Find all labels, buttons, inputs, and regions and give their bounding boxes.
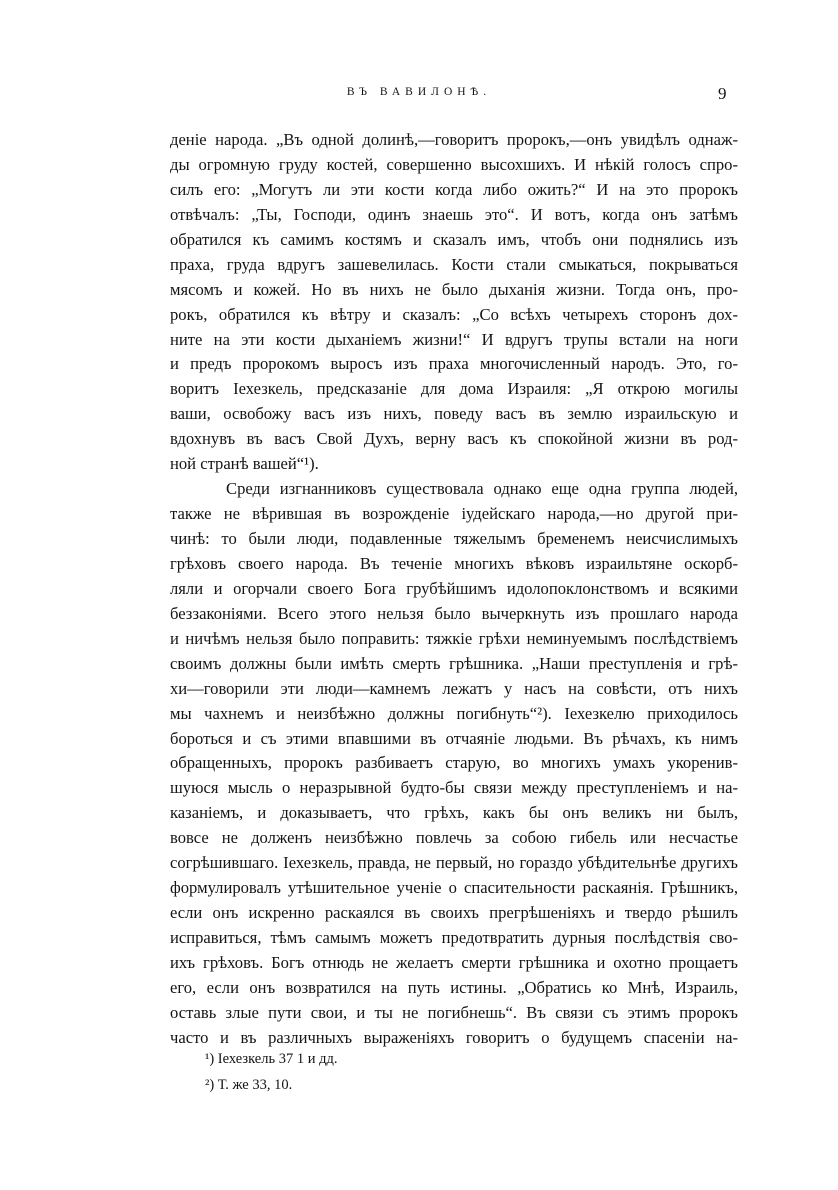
text-line: своимъ должны были имѣть смерть грѣшника. „Наши преступленія и грѣ- bbox=[170, 653, 738, 673]
text-line: обратился къ самимъ костямъ и сказалъ имъ, чтобъ они поднялись изъ bbox=[170, 229, 738, 249]
text-line: воритъ Іехезкель, предсказаніе для дома Израиля: „Я открою могилы bbox=[170, 379, 738, 399]
text-line: шуюся мысль о неразрывной будто-бы связи между преступленіемъ и на- bbox=[170, 778, 738, 798]
page-number: 9 bbox=[718, 84, 727, 103]
text-line: ихъ грѣховъ. Богъ отнюдь не желаетъ смерти грѣшника и охотно прощаетъ bbox=[170, 952, 738, 972]
running-title: ВЪ ВАВИЛОНѢ. bbox=[346, 86, 492, 98]
text-line: обращенныхъ, пророкъ разбиваетъ старую, во многихъ умахъ укоренив- bbox=[170, 753, 738, 773]
text-line: мы чахнемъ и неизбѣжно должны погибнуть“²). Іехезкелю приходилось bbox=[170, 703, 738, 723]
text-line: и предъ пророкомъ выросъ изъ праха многочисленный народъ. Это, го- bbox=[170, 354, 738, 374]
text-line: бороться и съ этими впавшими въ отчаяніе людьми. Въ рѣчахъ, къ нимъ bbox=[170, 728, 738, 748]
text-line: формулировалъ утѣшительное ученіе о спасительности раскаянія. Грѣшникъ, bbox=[170, 878, 738, 898]
text-line: хи—говорили эти люди—камнемъ лежатъ у насъ на совѣсти, отъ нихъ bbox=[170, 678, 738, 698]
text-line: вовсе не долженъ неизбѣжно повлечь за собою гибель или несчастье bbox=[170, 828, 738, 848]
footnote: ²) Т. же 33, 10. bbox=[205, 1077, 293, 1093]
text-line: и ничѣмъ нельзя было поправить: тяжкіе грѣхи неминуемымъ послѣдствіемъ bbox=[170, 628, 738, 648]
footnote: ¹) Іехезкель 37 1 и дд. bbox=[205, 1051, 338, 1067]
text-line: силъ его: „Могутъ ли эти кости когда либо ожить?“ И на это пророкъ bbox=[170, 179, 738, 199]
text-line: отвѣчалъ: „Ты, Господи, одинъ знаешь это“. И вотъ, когда онъ затѣмъ bbox=[170, 204, 738, 224]
text-line: оставь злые пути свои, и ты не погибнешь“. Въ связи съ этимъ пророкъ bbox=[170, 1002, 738, 1022]
text-line: его, если онъ возвратился на путь истины. „Обратись ко Мнѣ, Израиль, bbox=[170, 977, 738, 997]
text-line: казаніемъ, и доказываетъ, что грѣхъ, какъ бы онъ великъ ни былъ, bbox=[170, 803, 738, 823]
text-line: рокъ, обратился къ вѣтру и сказалъ: „Со всѣхъ четырехъ сторонъ дох- bbox=[170, 304, 738, 324]
text-line: ваши, освобожу васъ изъ нихъ, поведу васъ въ землю израильскую и bbox=[170, 404, 738, 424]
text-line: исправиться, тѣмъ самымъ можетъ предотвратить дурныя послѣдствія сво- bbox=[170, 928, 738, 947]
text-line: ды огромную груду костей, совершенно высохшихъ. И нѣкій голосъ спро- bbox=[170, 154, 738, 174]
text-line: деніе народа. „Въ одной долинѣ,—говоритъ пророкъ,—онъ увидѣлъ однаж- bbox=[170, 130, 738, 149]
text-line: грѣховъ своего народа. Въ теченіе многихъ вѣковъ израильтяне оскорб- bbox=[170, 553, 738, 573]
text-line: ной странѣ вашей“¹). bbox=[170, 454, 319, 474]
text-line: если онъ искренно раскаялся въ своихъ прегрѣшеніяхъ и твердо рѣшилъ bbox=[170, 903, 738, 923]
body-text bbox=[170, 128, 738, 1051]
paragraph-first-line: Среди изгнанниковъ существовала однако еще одна группа людей, bbox=[226, 479, 738, 499]
text-line: чинѣ: то были люди, подавленные тяжелымъ бременемъ неисчислимыхъ bbox=[170, 529, 738, 548]
text-line: ните на эти кости дыханіемъ жизни!“ И вдругъ трупы встали на ноги bbox=[170, 329, 738, 349]
text-line: беззаконіями. Всего этого нельзя было вычеркнуть изъ прошлаго народа bbox=[170, 603, 738, 623]
text-line: часто и въ различныхъ выраженіяхъ говоритъ о будущемъ спасеніи на- bbox=[170, 1027, 738, 1047]
text-line: согрѣшившаго. Іехезкель, правда, не первый, но гораздо убѣдительнѣе другихъ bbox=[170, 853, 738, 873]
footnotes bbox=[205, 1046, 685, 1098]
text-line: также не вѣрившая въ возрожденіе іудейскаго народа,—но другой при- bbox=[170, 504, 738, 524]
text-line: праха, груда вдругъ зашевелилась. Кости стали смыкаться, покрываться bbox=[170, 254, 738, 274]
text-line: мясомъ и кожей. Но въ нихъ не было дыханія жизни. Тогда онъ, про- bbox=[170, 279, 738, 299]
text-line: ляли и огорчали своего Бога грубѣйшимъ идолопоклонствомъ и всякими bbox=[170, 578, 738, 598]
text-line: вдохнувъ въ васъ Свой Духъ, верну васъ къ спокойной жизни въ род- bbox=[170, 429, 738, 449]
